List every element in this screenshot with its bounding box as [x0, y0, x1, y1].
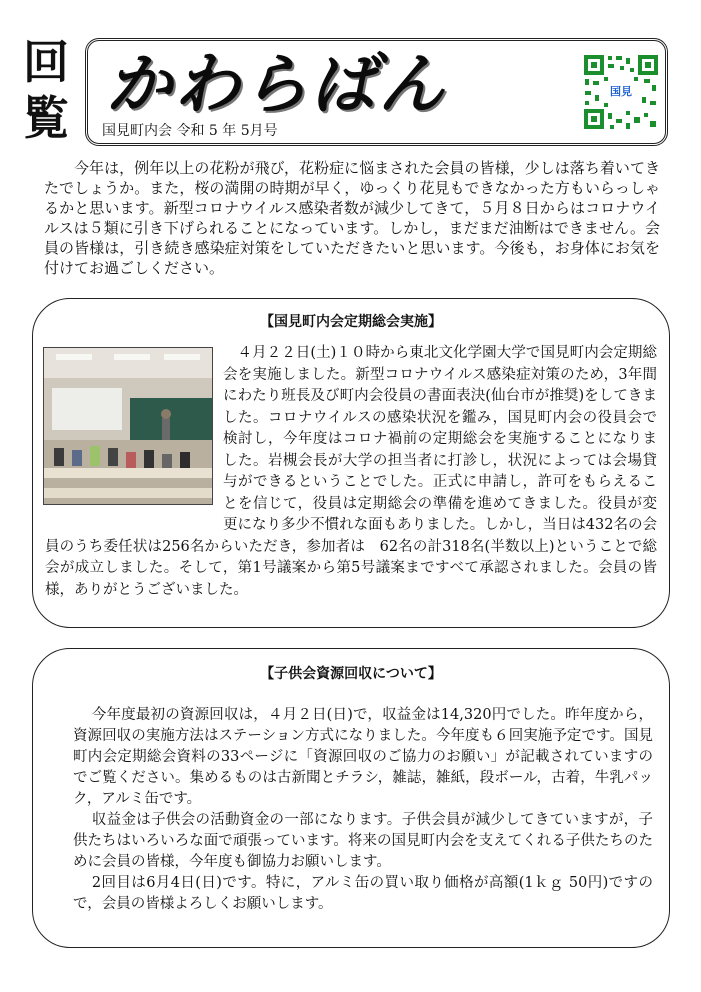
recycling-paragraph-1: 今年度最初の資源回収は，４月２日(日)で，収益金は14,320円でした。昨年度から，資源回収の実施方法はステーション方式になりました。今年度も６回実施予定です。国見町内会定期総会資料の33ページに「資源回収のご協力のお願い」が記載されていますのでご覧ください。集めるものは古新聞とチラシ，雑誌，雑紙，段ボール，古着，牛乳パック，アルミ缶です。	[73, 707, 653, 807]
recycling-paragraph-2: 収益金は子供会の活動資金の一部になります。子供会員が減少してきていますが，子供たちはいろいろな面で頑張っています。将来の国見町内会を支えてくれる子供たちのために会員の皆様，今年度も御協力お願いします。	[73, 812, 653, 870]
general-meeting-text: ４月２２日(土)１０時から東北文化学園大学で国見町内会定期総会を実施しました。新型コロナウイルス感染症対策のため，3年間にわたり班長及び町内会役員の書面表決(仙台市が推奨)をしてきました。コロナウイルスの感染状況を鑑み，国見町内会の役員会で検討し，今年度はコロナ禍前の定期総会を実施することになりました。岩槻会長が大学の担当者に打診し，状況によっては会場貸与ができるということでした。正式に申請し，許可をもらえることを信じて，役員は定期総会の準備を進めてきました。役員が変更になり多少不慣れな面もありました。しかし，当日は432名の会員のうち委任状は256名からいただき，参加者は 62名の計318名(半数以上)ということで総会が成立しました。そして，第1号議案から第5号議案まですべて承認されました。会員の皆様，ありがとうございました。	[45, 345, 657, 598]
general-meeting-body	[45, 343, 657, 601]
recycling-heading: 【子供会資源回収について】	[260, 666, 442, 682]
recycling-paragraph-3: 2回目は6月4日(日)です。特に，アルミ缶の買い取り価格が高額(1ｋｇ 50円)ですので，会員の皆様よろしくお願いします。	[73, 875, 653, 912]
qr-label: 国見	[603, 83, 639, 101]
recycling-body	[73, 705, 653, 915]
recycling-section	[32, 648, 670, 948]
masthead	[85, 38, 668, 146]
issue-subtitle: 国見町内会 令和 5 年 5月号	[102, 123, 278, 139]
kairan-stamp	[18, 34, 74, 146]
greeting-text: 今年は，例年以上の花粉が飛び，花粉症に悩まされた会員の皆様，少しは落ち着いてきたでしょうか。また，桜の満開の時期が早く，ゆっくり花見もできなかった方もいらっしゃるかと思います。新型コロナウイルス感染者数が減少してきて，５月８日からはコロナウイルスは５類に引き下げられることになっています。しかし，まだまだ油断はできません。会員の皆様は，引き続き感染症対策をしていただきたいと思います。今後も，お身体にお気を付けてお過ごしください。	[44, 159, 660, 277]
newsletter-title: かわらばん	[106, 46, 446, 123]
kairan-char-1: 回	[23, 35, 69, 89]
general-meeting-section	[32, 298, 670, 628]
qr-code-icon	[582, 53, 660, 131]
general-meeting-heading: 【国見町内会定期総会実施】	[260, 314, 442, 330]
kairan-char-2: 覧	[23, 91, 69, 145]
greeting-paragraph	[44, 158, 660, 278]
